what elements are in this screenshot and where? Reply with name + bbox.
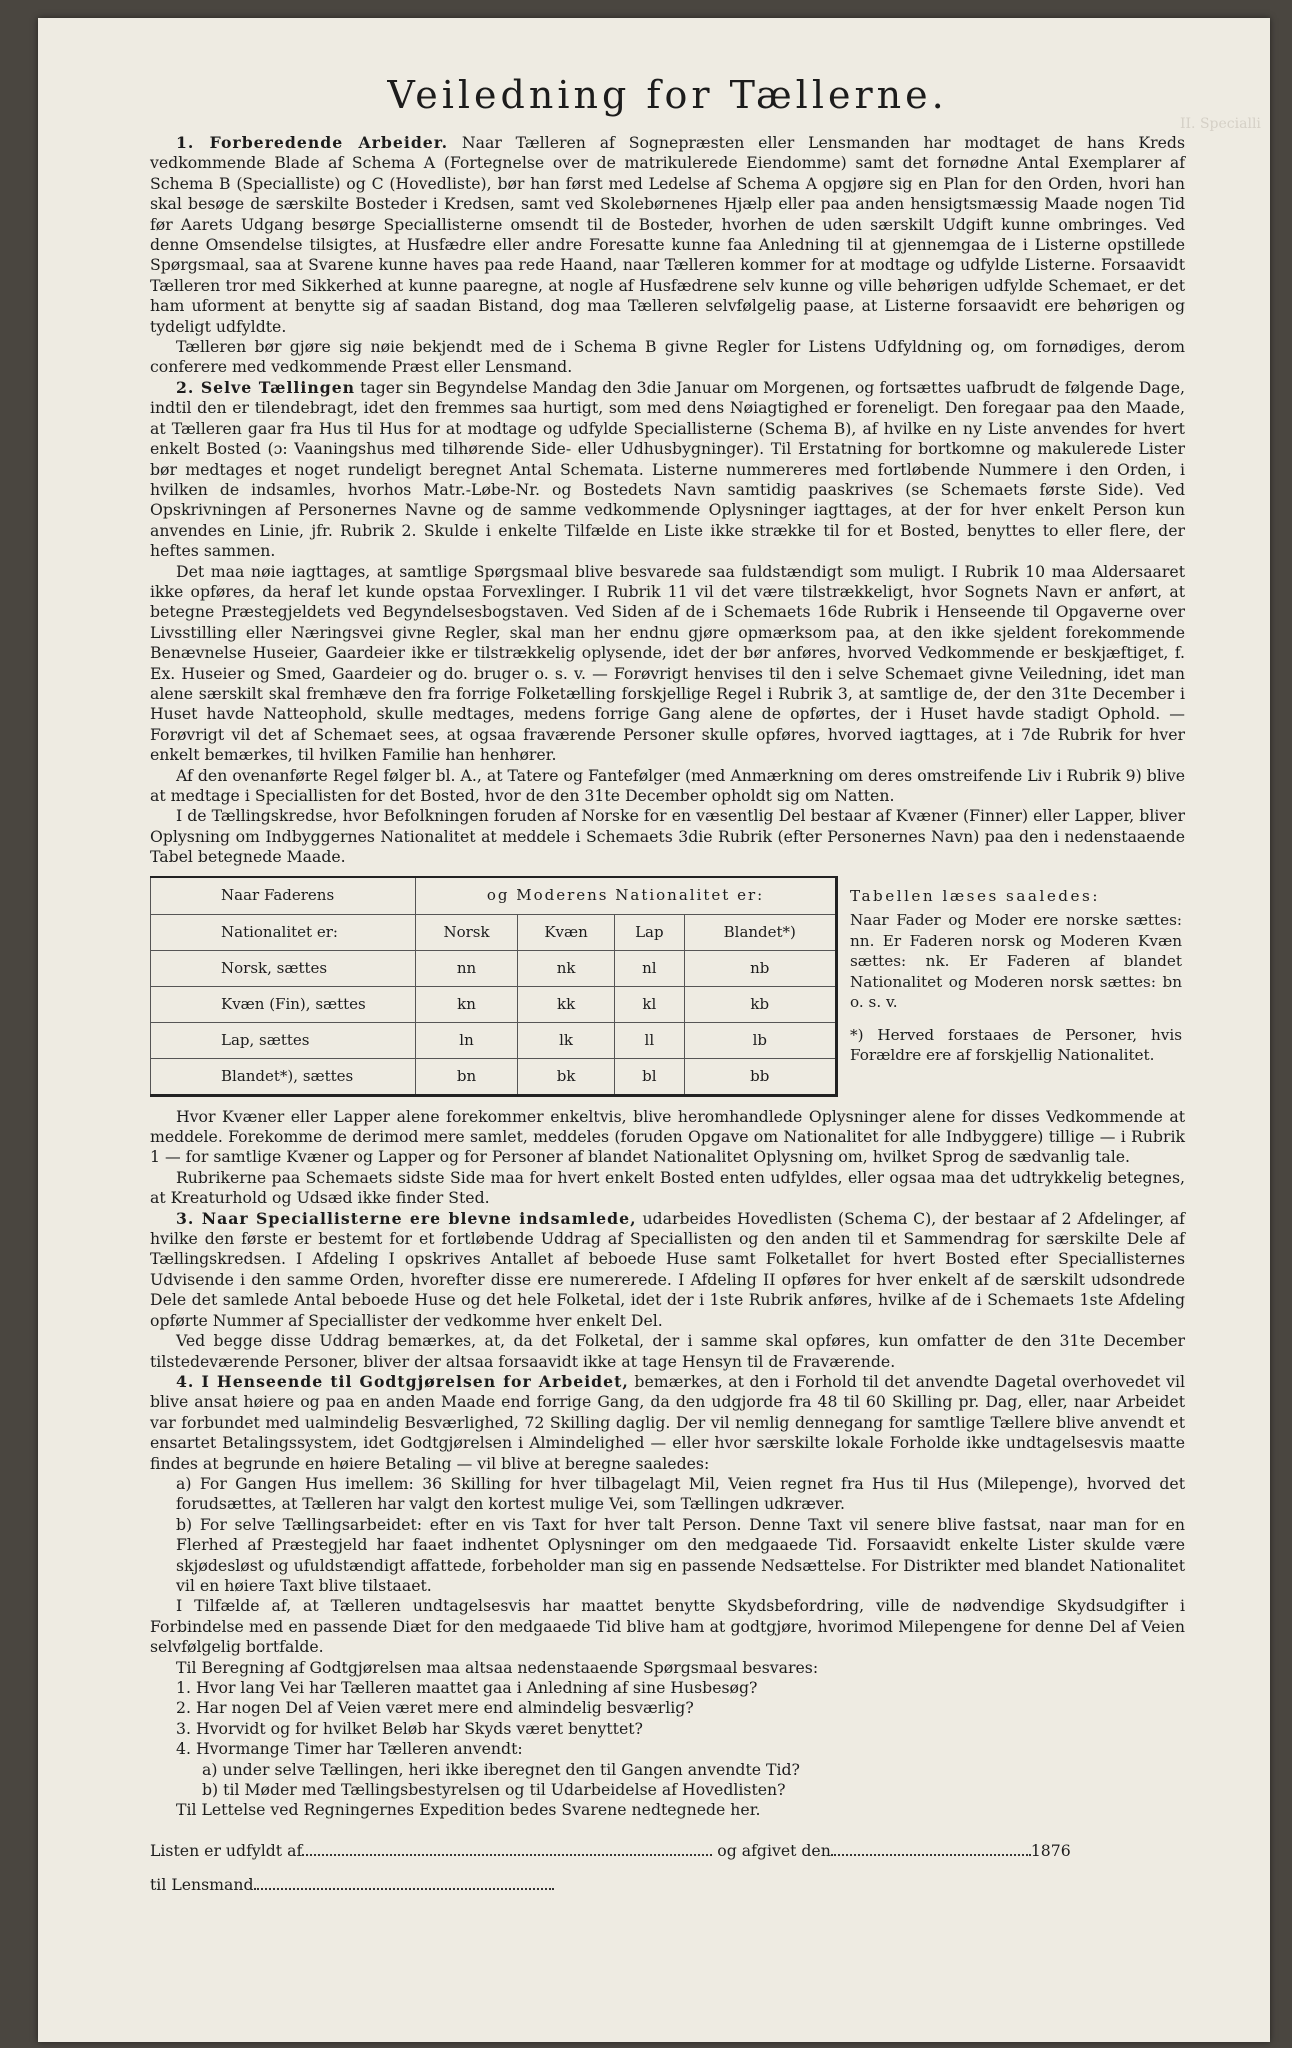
table-cell: bn <box>416 1058 518 1095</box>
table-cell: kk <box>518 986 615 1022</box>
question-3: 3. Hvorvidt og for hvilket Beløb har Skyds været benyttet? <box>176 1718 643 1738</box>
delivered-label: og afgivet den <box>717 1840 831 1860</box>
table-cell: nl <box>615 950 684 986</box>
section-2 <box>150 378 1185 562</box>
table-header-mother: og Moderens Nationalitet er: <box>416 877 837 915</box>
section-3-heading: 3. Naar Speciallisterne ere blevne indsamlede, <box>176 1208 637 1228</box>
question-4a: a) under selve Tællingen, heri ikke iberegnet den til Gangen anvendte Tid? <box>202 1759 800 1779</box>
section-4-heading: 4. I Henseende til Godtgjørelsen for Arbeidet, <box>176 1371 629 1391</box>
table-row <box>151 950 837 986</box>
table-cell: ln <box>416 1022 518 1058</box>
lensmand-label: til Lensmand <box>150 1875 254 1895</box>
table-legend-text: Naar Fader og Moder ere norske sættes: nn. Er Faderen norsk og Moderen Kvæn sættes: nk. Er Faderen af blandet Nationalitet og Moderen norsk sættes: bn o. s. v. <box>850 911 1182 1012</box>
after-table-paragraph-2: Rubrikerne paa Schemaets sidste Side maa for hvert enkelt Bosted enten udfyldes, eller ogsaa maa det udtrykkelig betegnes, at Kreaturhold og Udsæd ikke finder Sted. <box>150 1167 1185 1208</box>
nationality-table-block <box>150 876 1185 1097</box>
table-footnote: *) Herved forstaaes de Personer, hvis Forældre ere af forskjellig Nationalitet. <box>850 1025 1182 1065</box>
section-1 <box>150 133 1185 337</box>
signature-line-1 <box>150 1841 1185 1861</box>
filled-by-field[interactable] <box>302 1850 712 1856</box>
table-row <box>151 986 837 1022</box>
table-row-label: Lap, sættes <box>151 1022 416 1058</box>
table-cell: kn <box>416 986 518 1022</box>
table-cell: bl <box>615 1058 684 1095</box>
section-1-paragraph-2: Tælleren bør gjøre sig nøie bekjendt med de i Schema B givne Regler for Listens Udfyldning og, om fornødiges, derom conferere med vedkommende Præst eller Lensmand. <box>150 337 1185 377</box>
section-4-text: bemærkes, at den i Forhold til det anvendte Dagetal overhovedet vil blive ansat høiere og paa en anden Maade end forrige Gang, da den udgjorde fra 48 til 60 Skilling pr. Dag, eller, naar Arbeidet var forbundet med ualmindelig Besværlighed, 72 Skilling daglig. Der vil nemlig dennegang for samtlige Tællere blive anvendt et ensartet Betalingssystem, idet Godtgjørelsen i Almindelighed — eller hvor særskilte lokale Forholde ikke undtagelsesvis maatte findes at begrunde en høiere Betaling — vil blive at beregne saaledes: <box>150 1371 1185 1473</box>
table-header-row-2 <box>151 914 837 950</box>
table-row-label: Norsk, sættes <box>151 950 416 986</box>
table-cell: bk <box>518 1058 615 1095</box>
section-2-paragraph-2: Det maa nøie iagttages, at samtlige Spørgsmaal blive besvarede saa fuldstændigt som muligt. I Rubrik 10 maa Aldersaaret ikke opføres, da heraf let kunde opstaa Forvexlinger. I Rubrik 11 vil det være tilstrækkeligt, hvor Sognets Navn er anført, at betegne Præstegjeldets ved Begyndelsesbogstaven. Ved Siden af de i Schemaets 16de Rubrik i Henseende til Opgaverne over Livsstilling eller Næringsvei givne Regler, skal man her endnu gjøre opmærksom paa, at den ikke sjeldent forekommende Benævnelse Huseier, Gaardeier ikke er tilstrækkelig oplysende, idet der bør anføres, hvorved Vedkommende er beskjæftiget, f. Ex. Huseier og Smed, Gaardeier og do. bruger o. s. v. — Forøvrigt henvises til den i selve Schemaet givne Veiledning, idet man alene særskilt skal fremhæve den fra forrige Folketælling forskjellige Regel i Rubrik 3, at samtlige de, der den 31te December i Huset havde Natteophold, skulle medtages, medens forrige Gang alene de opførtes, der i Huset havde stadigt Ophold. — Forøvrigt vil det af Schemaet sees, at ogsaa fraværende Personer skulle opføres, hvorved iagttages, at i 7de Rubrik for hver enkelt bemærkes, til hvilken Familie han henhører. <box>150 561 1185 765</box>
table-row-label: Kvæn (Fin), sættes <box>151 986 416 1022</box>
section-2-paragraph-4: I de Tællingskredse, hvor Befolkningen foruden af Norske for en væsentlig Del bestaar af Kvæner (Finner) eller Lapper, bliver Oplysning om Indbyggernes Nationalitet at meddele i Schemaets 3die Rubrik (efter Personernes Navn) paa den i nedenstaaende Tabel betegnede Maade. <box>150 806 1185 867</box>
signature-line-2 <box>150 1875 1185 1895</box>
table-legend-title: Tabellen læses saaledes: <box>850 886 1100 905</box>
section-2-paragraph-3: Af den ovenanførte Regel følger bl. A., at Tatere og Fantefølger (med Anmærkning om deres omstreifende Liv i Rubrik 9) blive at medtage i Speciallisten for det Bosted, hvor de den 31te December opholdt sig om Natten. <box>150 765 1185 805</box>
table-row-label: Blandet*), sættes <box>151 1058 416 1095</box>
question-4: 4. Hvormange Timer har Tælleren anvendt: <box>176 1739 523 1759</box>
section-4 <box>150 1372 1185 1474</box>
table-cell: lb <box>684 1022 836 1058</box>
bleed-through-text: II. Specialli <box>1180 116 1261 132</box>
table-col-header: Kvæn <box>518 914 615 950</box>
document-page <box>38 18 1270 2042</box>
question-list <box>176 1678 1185 1800</box>
section-3-paragraph-2: Ved begge disse Uddrag bemærkes, at, da det Folketal, der i samme skal opføres, kun omfatter de den 31te December tilstedeværende Personer, bliver der altsaa forsaavidt ikke at tage Hensyn til de Fraværende. <box>150 1331 1185 1371</box>
closing-line: Til Lettelse ved Regningernes Expedition bedes Svarene nedtegnede her. <box>176 1800 761 1820</box>
section-4-item-b: b) For selve Tællingsarbeidet: efter en vis Taxt for hver talt Person. Denne Taxt vil senere blive fastsat, naar man for en Flerhed af Præstegjeld har faaet indhentet Oplysninger om den medgaaede Tid. Forsaavidt enkelte Lister skulde være skjødesløst og ufuldstændigt affattede, forbeholder man sig en passende Nedsættelse. For Distrikter med blandet Nationalitet vil en høiere Taxt blive tilstaaet. <box>176 1514 1185 1595</box>
section-2-text: tager sin Begyndelse Mandag den 3die Januar om Morgenen, og fortsættes uafbrudt de følgende Dage, indtil den er tilendebragt, idet den fremmes saa hurtigt, som med dens Nøiagtighed er foreneligt. Den foregaar paa den Maade, at Tælleren gaar fra Hus til Hus for at modtage og udfylde Speciallisterne (Schema B), af hvilke en ny Liste anvendes for hvert enkelt Bosted (ɔ: Vaaningshus med tilhørende Side- eller Udhusbygninger). Til Erstatning for bortkomne og makulerede Lister bør medtages et noget rundeligt beregnet Antal Schemata. Listerne nummereres med fortløbende Nummere i den Orden, i hvilken de indsamles, hvorhos Matr.-Løbe-Nr. og Bostedets Navn samtidig paaskrives (se Schemaets første Side). Ved Opskrivningen af Personernes Navne og de samme vedkommende Oplysninger iagttages, at der for hver enkelt Person kun anvendes en Linie, jfr. Rubrik 2. Skulde i enkelte Tilfælde en Liste ikke strække til for et Bosted, benyttes to eller flere, der heftes sammen. <box>150 377 1185 561</box>
table-legend <box>850 876 1182 1066</box>
table-cell: kb <box>684 986 836 1022</box>
table-cell: ll <box>615 1022 684 1058</box>
section-4-paragraph-3: Til Beregning af Godtgjørelsen maa altsaa nedenstaaende Spørgsmaal besvares: <box>176 1657 819 1677</box>
table-cell: nb <box>684 950 836 986</box>
section-2-heading: 2. Selve Tællingen <box>176 377 356 397</box>
section-1-text: Naar Tælleren af Sognepræsten eller Lensmanden har modtaget de hans Kreds vedkommende Blade af Schema A (Fortegnelse over de matrikulerede Eiendomme) samt det fornødne Antal Exemplarer af Schema B (Specialliste) og C (Hovedliste), bør han først med Ledelse af Schema A opgjøre sig en Plan for den Orden, hvori han skal besøge de særskilte Bosteder i Kredsen, samt ved Skolebørnenes Hjælp eller paa anden hensigtsmæssig Maade nogen Tid før Aarets Udgang besørge Speciallisterne omsendt til de Bosteder, hvorhen de uden særskilt Udgift kunne ombringes. Ved denne Omsendelse tilsigtes, at Husfædre eller andre Foresatte kunne faa Anledning til at gjennemgaa de i Listerne opstillede Spørgsmaal, saa at Svarene kunne haves paa rede Haand, naar Tælleren kommer for at modtage og udfylde Listerne. Forsaavidt Tælleren tror med Sikkerhed at kunne paaregne, at nogle af Husfædrene selv kunne og ville behørigen udfylde Schemaet, er det ham uforment at benytte sig af saadan Bistand, dog maa Tælleren selvfølgelig paase, at Listerne forsaavidt ere behørigen og tydeligt udfyldte. <box>150 133 1186 336</box>
after-table-paragraph-1: Hvor Kvæner eller Lapper alene forekommer enkeltvis, blive heromhandlede Oplysninger alene for disses Vedkommende at meddele. Forekomme de derimod mere samlet, meddeles (foruden Opgave om Nationalitet for alle Indbyggere) tillige — i Rubrik 1 — for samtlige Kvæner og Lapper og for Personer af blandet Nationalitet Oplysning om, hvilket Sprog de sædvanlig tale. <box>150 1106 1185 1167</box>
signature-block <box>150 1841 1185 1896</box>
table-col-header: Blandet*) <box>684 914 836 950</box>
nationality-table <box>150 876 838 1097</box>
table-col-header: Norsk <box>416 914 518 950</box>
table-col-header: Lap <box>615 914 684 950</box>
document-body <box>150 73 1185 1910</box>
table-row <box>151 1058 837 1095</box>
question-4b: b) til Møder med Tællingsbestyrelsen og til Udarbeidelse af Hovedlisten? <box>202 1780 786 1800</box>
year-label: 1876 <box>1030 1840 1071 1860</box>
filled-by-label: Listen er udfyldt af <box>150 1840 303 1860</box>
question-2: 2. Har nogen Del af Veien været mere end almindelig besværlig? <box>176 1698 694 1718</box>
table-row <box>151 1022 837 1058</box>
section-3-text: udarbeides Hovedlisten (Schema C), der bestaar af 2 Afdelinger, af hvilke den første er bestemt for et fortløbende Uddrag af Speciallisten og den anden til et Sammendrag for særskilte Dele af Tællingskredsen. I Afdeling I opskrives Antallet af beboede Huse samt Folketallet for hvert Bosted efter Speciallisternes Udvisende i den samme Orden, hvorefter disse ere numererede. I Afdeling II opføres for hver enkelt af de særskilt udsondrede Dele det samlede Antal beboede Huse og det hele Folketal, idet der i 1ste Rubrik anføres, hvilke af de i Schemaets 1ste Afdeling opførte Nummer af Speciallister der vedkomme hver enkelt Del. <box>150 1208 1185 1330</box>
table-cell: lk <box>518 1022 615 1058</box>
delivered-date-field[interactable] <box>831 1850 1031 1856</box>
table-header-nationality: Nationalitet er: <box>151 914 416 950</box>
section-4-paragraph-2: I Tilfælde af, at Tælleren undtagelsesvis har maattet benytte Skydsbefordring, ville de nødvendige Skydsudgifter i Forbindelse med en passende Diæt for den medgaaede Tid blive ham at godtgjøre, hvorimod Milepengene for denne Del af Veien selvfølgelig bortfalde. <box>150 1596 1185 1657</box>
page-title: Veiledning for Tællerne. <box>387 73 948 117</box>
section-1-heading: 1. Forberedende Arbeider. <box>176 133 449 152</box>
table-cell: kl <box>615 986 684 1022</box>
section-3 <box>150 1209 1185 1331</box>
table-cell: bb <box>684 1058 836 1095</box>
question-1: 1. Hvor lang Vei har Tælleren maattet gaa i Anledning af sine Husbesøg? <box>176 1678 758 1697</box>
table-header-row-1 <box>151 877 837 915</box>
table-cell: nk <box>518 950 615 986</box>
table-header-father: Naar Faderens <box>151 877 416 915</box>
lensmand-field[interactable] <box>254 1884 554 1890</box>
section-4-item-a: a) For Gangen Hus imellem: 36 Skilling for hver tilbagelagt Mil, Veien regnet fra Hus til Hus (Milepenge), hvorved det forudsættes, at Tælleren har valgt den kortest mulige Vei, som Tællingen udkræver. <box>176 1473 1185 1514</box>
table-cell: nn <box>416 950 518 986</box>
